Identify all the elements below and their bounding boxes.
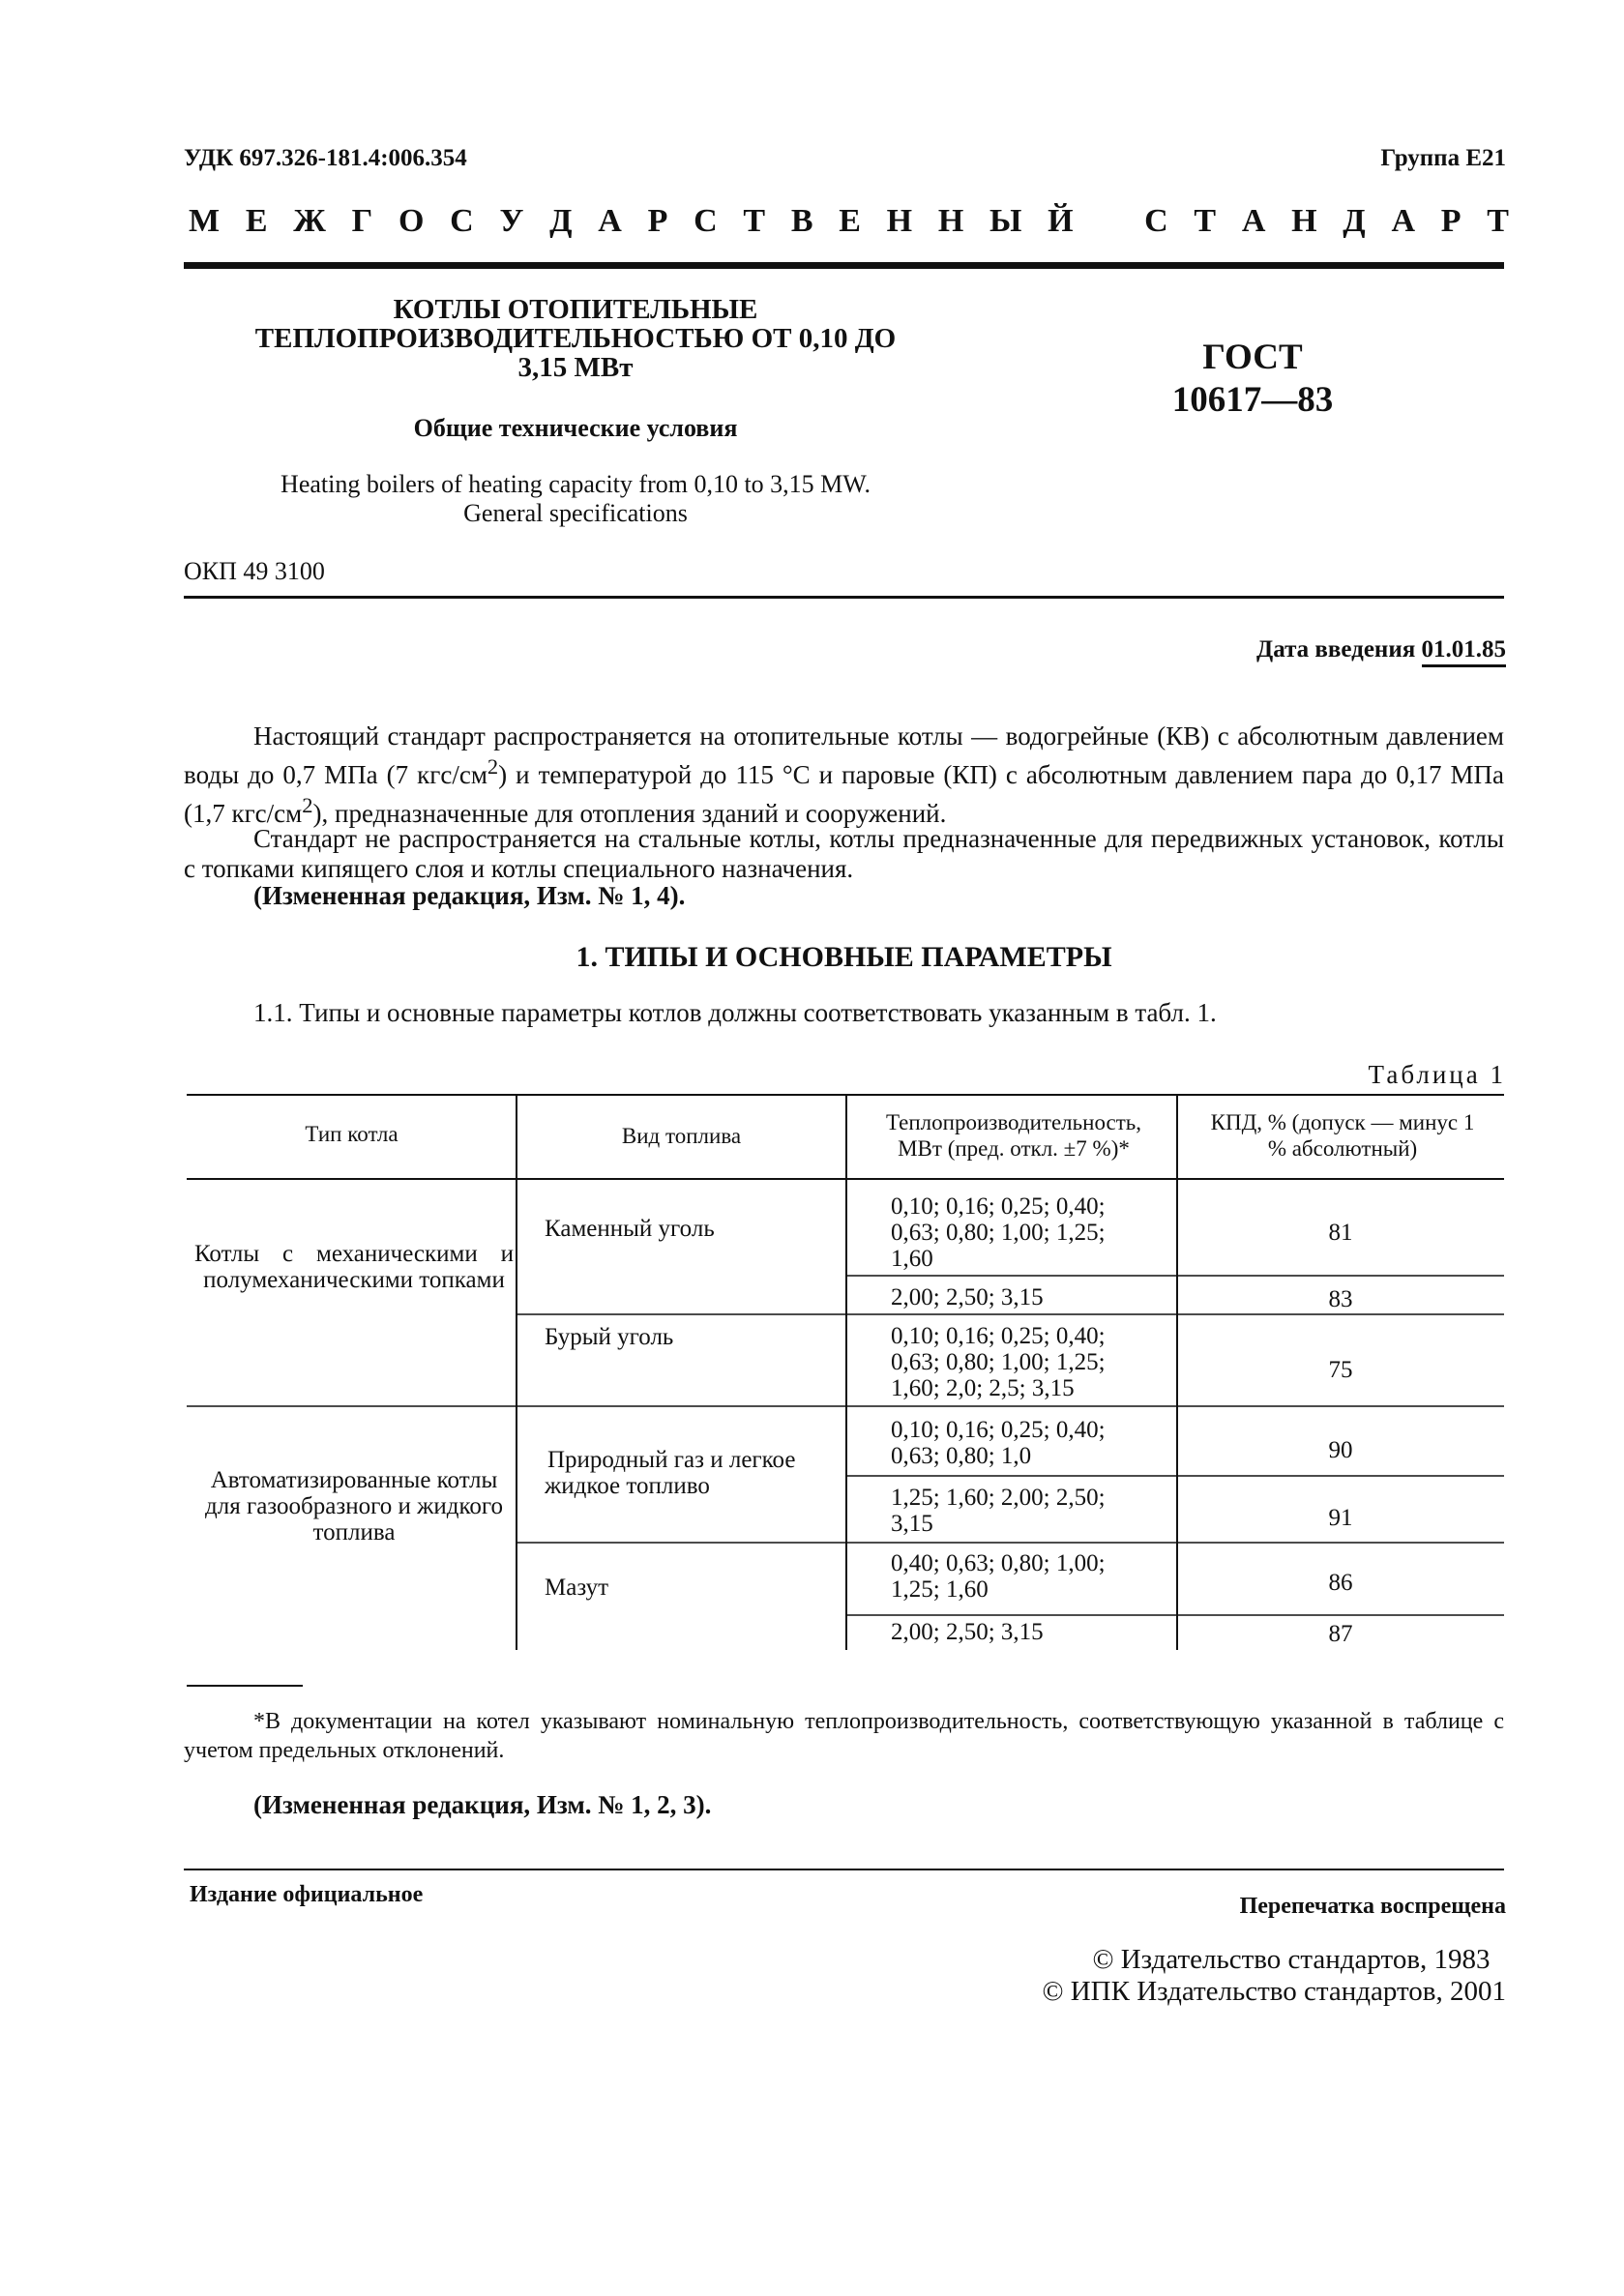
fuel-brown-coal: Бурый уголь [545, 1324, 674, 1350]
capacity-cell: 0,10; 0,16; 0,25; 0,40; 0,63; 0,80; 1,00; 1,25; 1,60; 2,0; 2,5; 3,15 [891, 1323, 1106, 1401]
header-rule [184, 262, 1504, 269]
heading-letter: С [1144, 203, 1168, 239]
effective-date-value: 01.01.85 [1422, 636, 1507, 667]
english-title [193, 470, 958, 528]
document-subtitle: Общие технические условия [413, 414, 738, 442]
amendment-note-1: (Измененная редакция, Изм. № 1, 4). [253, 881, 686, 910]
capacity-cell: 0,40; 0,63; 0,80; 1,00; 1,25; 1,60 [891, 1550, 1106, 1603]
document-title [193, 295, 958, 382]
copyright [1042, 1944, 1506, 2008]
heading-letter: О [398, 203, 425, 239]
interstate-standard-heading [189, 203, 1509, 240]
heading-letter: Ж [293, 203, 326, 239]
table-footnote: *В документации на котел указывают номинальную теплопроизводительность, соответствующую указанной в таблице с учетом предельных отклонений. [184, 1709, 1504, 1763]
heading-letter: Н [886, 203, 913, 239]
english-title-line-1: Heating boilers of heating capacity from 0,10 to 3,15 MW. [281, 470, 871, 498]
heading-letter: А [1241, 203, 1266, 239]
clause-1-1: 1.1. Типы и основные параметры котлов должны соответствовать указанным в табл. 1. [253, 998, 1217, 1027]
heading-letter: Р [1440, 203, 1462, 239]
heading-letter: Д [549, 203, 573, 239]
superscript: 2 [302, 793, 313, 817]
title-line-2: ТЕПЛОПРОИЗВОДИТЕЛЬНОСТЬЮ ОТ 0,10 ДО [254, 323, 897, 354]
efficiency-cell: 91 [1328, 1505, 1353, 1531]
table-content [187, 1094, 1504, 1650]
heading-letter: М [189, 203, 221, 239]
amendment-note-2: (Измененная редакция, Изм. № 1, 2, 3). [253, 1790, 712, 1819]
efficiency-cell: 87 [1328, 1621, 1353, 1647]
efficiency-cell: 86 [1328, 1570, 1353, 1596]
heading-letter: Р [647, 203, 668, 239]
heading-letter: Е [245, 203, 268, 239]
heading-letter [1099, 203, 1118, 240]
title-line-3: 3,15 МВт [517, 352, 634, 383]
section-heading: 1. ТИПЫ И ОСНОВНЫЕ ПАРАМЕТРЫ [576, 941, 1112, 973]
capacity-cell: 2,00; 2,50; 3,15 [891, 1284, 1044, 1310]
fuel-natural-gas [545, 1447, 844, 1499]
group-code: Группа Е21 [1380, 145, 1506, 171]
heading-letter: В [790, 203, 813, 239]
type-automated: Автоматизированные котлы для газообразного и жидкого топлива [205, 1467, 503, 1545]
efficiency-cell: 83 [1328, 1286, 1353, 1312]
effective-date [1256, 636, 1506, 663]
capacity-cell: 0,10; 0,16; 0,25; 0,40; 0,63; 0,80; 1,0 [891, 1417, 1106, 1469]
title-line-1: КОТЛЫ ОТОПИТЕЛЬНЫЕ [393, 294, 758, 325]
scope-text-a: Настоящий стандарт распространяется на отопительные котлы — водогрейные (КВ) с абсолютным давлением воды до 0,7 МПа (7 кгс/см [184, 721, 1504, 789]
gost-code: 10617—83 [1171, 380, 1334, 420]
heading-letter: Т [1194, 203, 1217, 239]
heading-letter: Ы [989, 203, 1022, 239]
fuel-mazut: Мазут [545, 1575, 609, 1601]
official-edition: Издание официальное [190, 1882, 424, 1907]
header-fuel: Вид топлива [621, 1124, 742, 1148]
udk-code: УДК 697.326-181.4:006.354 [184, 145, 467, 171]
okp-code: ОКП 49 3100 [184, 557, 325, 585]
table-caption: Таблица 1 [1368, 1060, 1506, 1089]
effective-date-label: Дата введения [1256, 636, 1416, 662]
heading-letter: Н [937, 203, 964, 239]
heading-letter: Н [1291, 203, 1317, 239]
efficiency-cell: 90 [1328, 1437, 1353, 1463]
copyright-1983: © Издательство стандартов, 1983 [1092, 1944, 1491, 1975]
english-title-line-2: General specifications [463, 499, 688, 527]
superscript: 2 [487, 754, 499, 779]
fuel-natural-gas-text: Природный газ и легкое жидкое топливо [545, 1447, 796, 1499]
heading-letter: Е [839, 203, 861, 239]
efficiency-cell: 75 [1328, 1357, 1353, 1383]
header-type: Тип котла [305, 1122, 399, 1146]
efficiency-cell: 81 [1328, 1220, 1353, 1246]
header-capacity: Теплопроизводительность, МВт (пред. откл. ±7 %)* [885, 1110, 1142, 1161]
reprint-prohibited: Перепечатка воспрещена [1239, 1894, 1506, 1919]
scope-text-c: ), предназначенные для отопления зданий и сооружений. [312, 799, 947, 828]
copyright-2001: © ИПК Издательство стандартов, 2001 [1042, 1976, 1506, 2007]
exclusion-paragraph: Стандарт не распространяется на стальные котлы, котлы предназначенные для передвижных установок, котлы с топками кипящего слоя и котлы специального назначения. [184, 824, 1504, 883]
scope-text-b: ) и температурой до 115 °С и паровые (КП) с абсолютным давлением пара до 0,17 МПа (1,7 кгс/см [184, 760, 1504, 828]
capacity-cell: 0,10; 0,16; 0,25; 0,40; 0,63; 0,80; 1,00; 1,25; 1,60 [891, 1193, 1106, 1272]
heading-letter: Й [1048, 203, 1074, 239]
gost-number [1103, 337, 1403, 422]
heading-letter: А [598, 203, 622, 239]
heading-letter: Д [1343, 203, 1366, 239]
capacity-cell: 1,25; 1,60; 2,00; 2,50; 3,15 [891, 1485, 1106, 1537]
header-efficiency: КПД, % (допуск — минус 1 % абсолютный) [1210, 1110, 1475, 1161]
okp-rule [184, 596, 1504, 599]
heading-letter: Т [1487, 203, 1509, 239]
gost-label: ГОСТ [1202, 338, 1303, 377]
heading-letter: Г [351, 203, 373, 239]
footnote-rule [187, 1685, 303, 1687]
heading-letter: С [694, 203, 718, 239]
type-mechanical: Котлы с механическими и полумеханическими топками [194, 1241, 514, 1293]
heading-letter: С [450, 203, 474, 239]
heading-letter: А [1391, 203, 1415, 239]
heading-letter: Т [743, 203, 766, 239]
capacity-cell: 2,00; 2,50; 3,15 [891, 1619, 1044, 1645]
scope-paragraph [184, 721, 1504, 829]
heading-letter: У [499, 203, 524, 239]
fuel-hard-coal: Каменный уголь [545, 1216, 715, 1242]
footer-rule [184, 1869, 1504, 1870]
